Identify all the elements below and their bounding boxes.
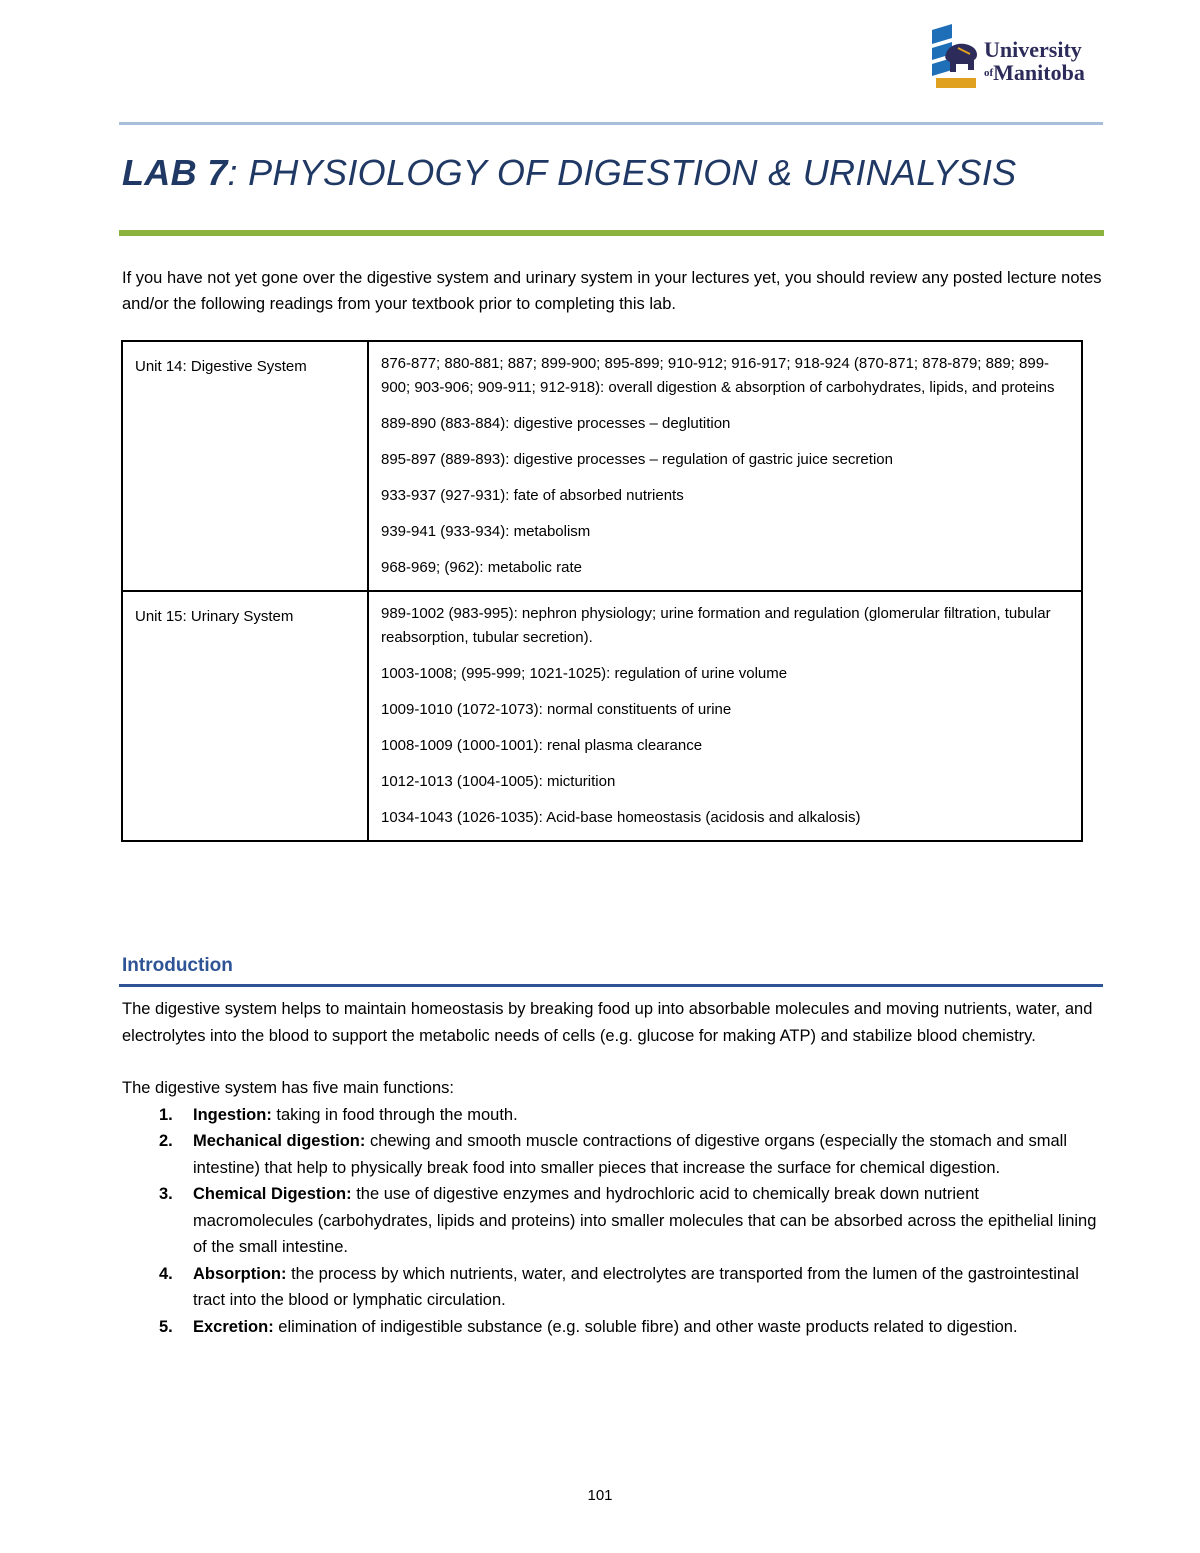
function-item xyxy=(122,1128,1097,1181)
function-number: 4. xyxy=(159,1264,173,1283)
function-item xyxy=(122,1102,1097,1129)
function-term: Excretion: xyxy=(193,1317,274,1336)
function-item xyxy=(122,1261,1097,1314)
reading-reference: 989-1002 (983-995): nephron physiology; urine formation and regulation (glomerular filtration, tubular reabsorption, tubular secretion). xyxy=(381,605,1051,646)
introduction-rule xyxy=(119,984,1103,987)
readings-row xyxy=(122,591,1082,841)
function-description: elimination of indigestible substance (e.g. soluble fibre) and other waste products related to digestion. xyxy=(273,1317,1018,1336)
function-description: taking in food through the mouth. xyxy=(271,1105,518,1124)
reading-reference: 876-877; 880-881; 887; 899-900; 895-899; 910-912; 916-917; 918-924 (870-871; 878-879; 889; 899-900; 903-906; 909-911; 912-918): overall digestion & absorption of carbohydrates, lipids, and proteins xyxy=(381,355,1055,396)
readings-unit-cell: Unit 15: Urinary System xyxy=(122,591,368,841)
reading-reference: 1012-1013 (1004-1005): micturition xyxy=(381,773,616,790)
function-number: 5. xyxy=(159,1317,173,1336)
function-item xyxy=(122,1314,1097,1341)
function-term: Ingestion: xyxy=(193,1105,272,1124)
functions-list xyxy=(122,1102,1097,1341)
header-rule xyxy=(119,122,1103,125)
title-lab-number: LAB 7 xyxy=(122,152,228,193)
function-term: Chemical Digestion: xyxy=(193,1185,352,1203)
function-number: 1. xyxy=(159,1105,173,1124)
reading-reference: 889-890 (883-884): digestive processes – deglutition xyxy=(381,415,731,432)
title-rule xyxy=(119,230,1104,236)
intro-paragraph: The digestive system helps to maintain homeostasis by breaking food up into absorbable molecules and moving nutrients, water, and electrolytes into the blood to support the metabolic needs of cells (e.g. glucose for making ATP) and stabilize blood chemistry. xyxy=(122,1000,1093,1045)
function-number: 2. xyxy=(159,1132,173,1150)
reading-reference: 939-941 (933-934): metabolism xyxy=(381,523,591,540)
function-description: chewing and smooth muscle contractions of digestive organs (especially the stomach and small intestine) that help to physically break food into smaller pieces that increase the surface for chemical digestion. xyxy=(193,1132,1067,1177)
function-description: the process by which nutrients, water, and electrolytes are transported from the lumen of the gastrointestinal tract into the blood or lymphatic circulation. xyxy=(193,1264,1079,1309)
reading-reference: 1009-1010 (1072-1073): normal constituents of urine xyxy=(381,701,732,718)
reading-reference: 1003-1008; (995-999; 1021-1025): regulation of urine volume xyxy=(381,665,788,682)
logo-line-university: University xyxy=(984,37,1082,62)
introduction-heading: Introduction xyxy=(122,955,233,976)
introduction-body xyxy=(122,996,1097,1340)
title-text: : PHYSIOLOGY OF DIGESTION & URINALYSIS xyxy=(227,152,1017,193)
university-logo xyxy=(926,24,1106,94)
function-item xyxy=(122,1181,1097,1261)
page-title xyxy=(122,152,1016,194)
readings-refs-cell xyxy=(368,341,1082,591)
readings-table xyxy=(121,340,1083,842)
logo-line-manitoba: ofManitoba xyxy=(984,60,1085,85)
page-number: 101 xyxy=(587,1487,613,1504)
function-term: Absorption: xyxy=(193,1264,287,1283)
readings-refs-cell xyxy=(368,591,1082,841)
reading-reference: 1034-1043 (1026-1035): Acid-base homeostasis (acidosis and alkalosis) xyxy=(381,809,861,826)
reading-reference: 1008-1009 (1000-1001): renal plasma clearance xyxy=(381,737,703,754)
functions-lead: The digestive system has five main functions: xyxy=(122,1079,454,1097)
function-description: the use of digestive enzymes and hydrochloric acid to chemically break down nutrient macromolecules (carbohydrates, lipids and proteins) into smaller molecules that can be absorbed across the epithelial lining of the small intestine. xyxy=(193,1185,1097,1256)
reading-reference: 895-897 (889-893): digestive processes – regulation of gastric juice secretion xyxy=(381,451,893,468)
logo-wordmark xyxy=(984,38,1085,84)
reading-note: If you have not yet gone over the digestive system and urinary system in your lectures yet, you should review any posted lecture notes and/or the following readings from your textbook prior to completing this lab. xyxy=(122,269,1102,313)
bison-crest-icon xyxy=(930,24,980,90)
reading-reference: 968-969; (962): metabolic rate xyxy=(381,559,582,576)
reading-reference: 933-937 (927-931): fate of absorbed nutrients xyxy=(381,487,684,504)
readings-row xyxy=(122,341,1082,591)
function-term: Mechanical digestion: xyxy=(193,1132,366,1150)
readings-unit-cell: Unit 14: Digestive System xyxy=(122,341,368,591)
function-number: 3. xyxy=(159,1185,173,1203)
